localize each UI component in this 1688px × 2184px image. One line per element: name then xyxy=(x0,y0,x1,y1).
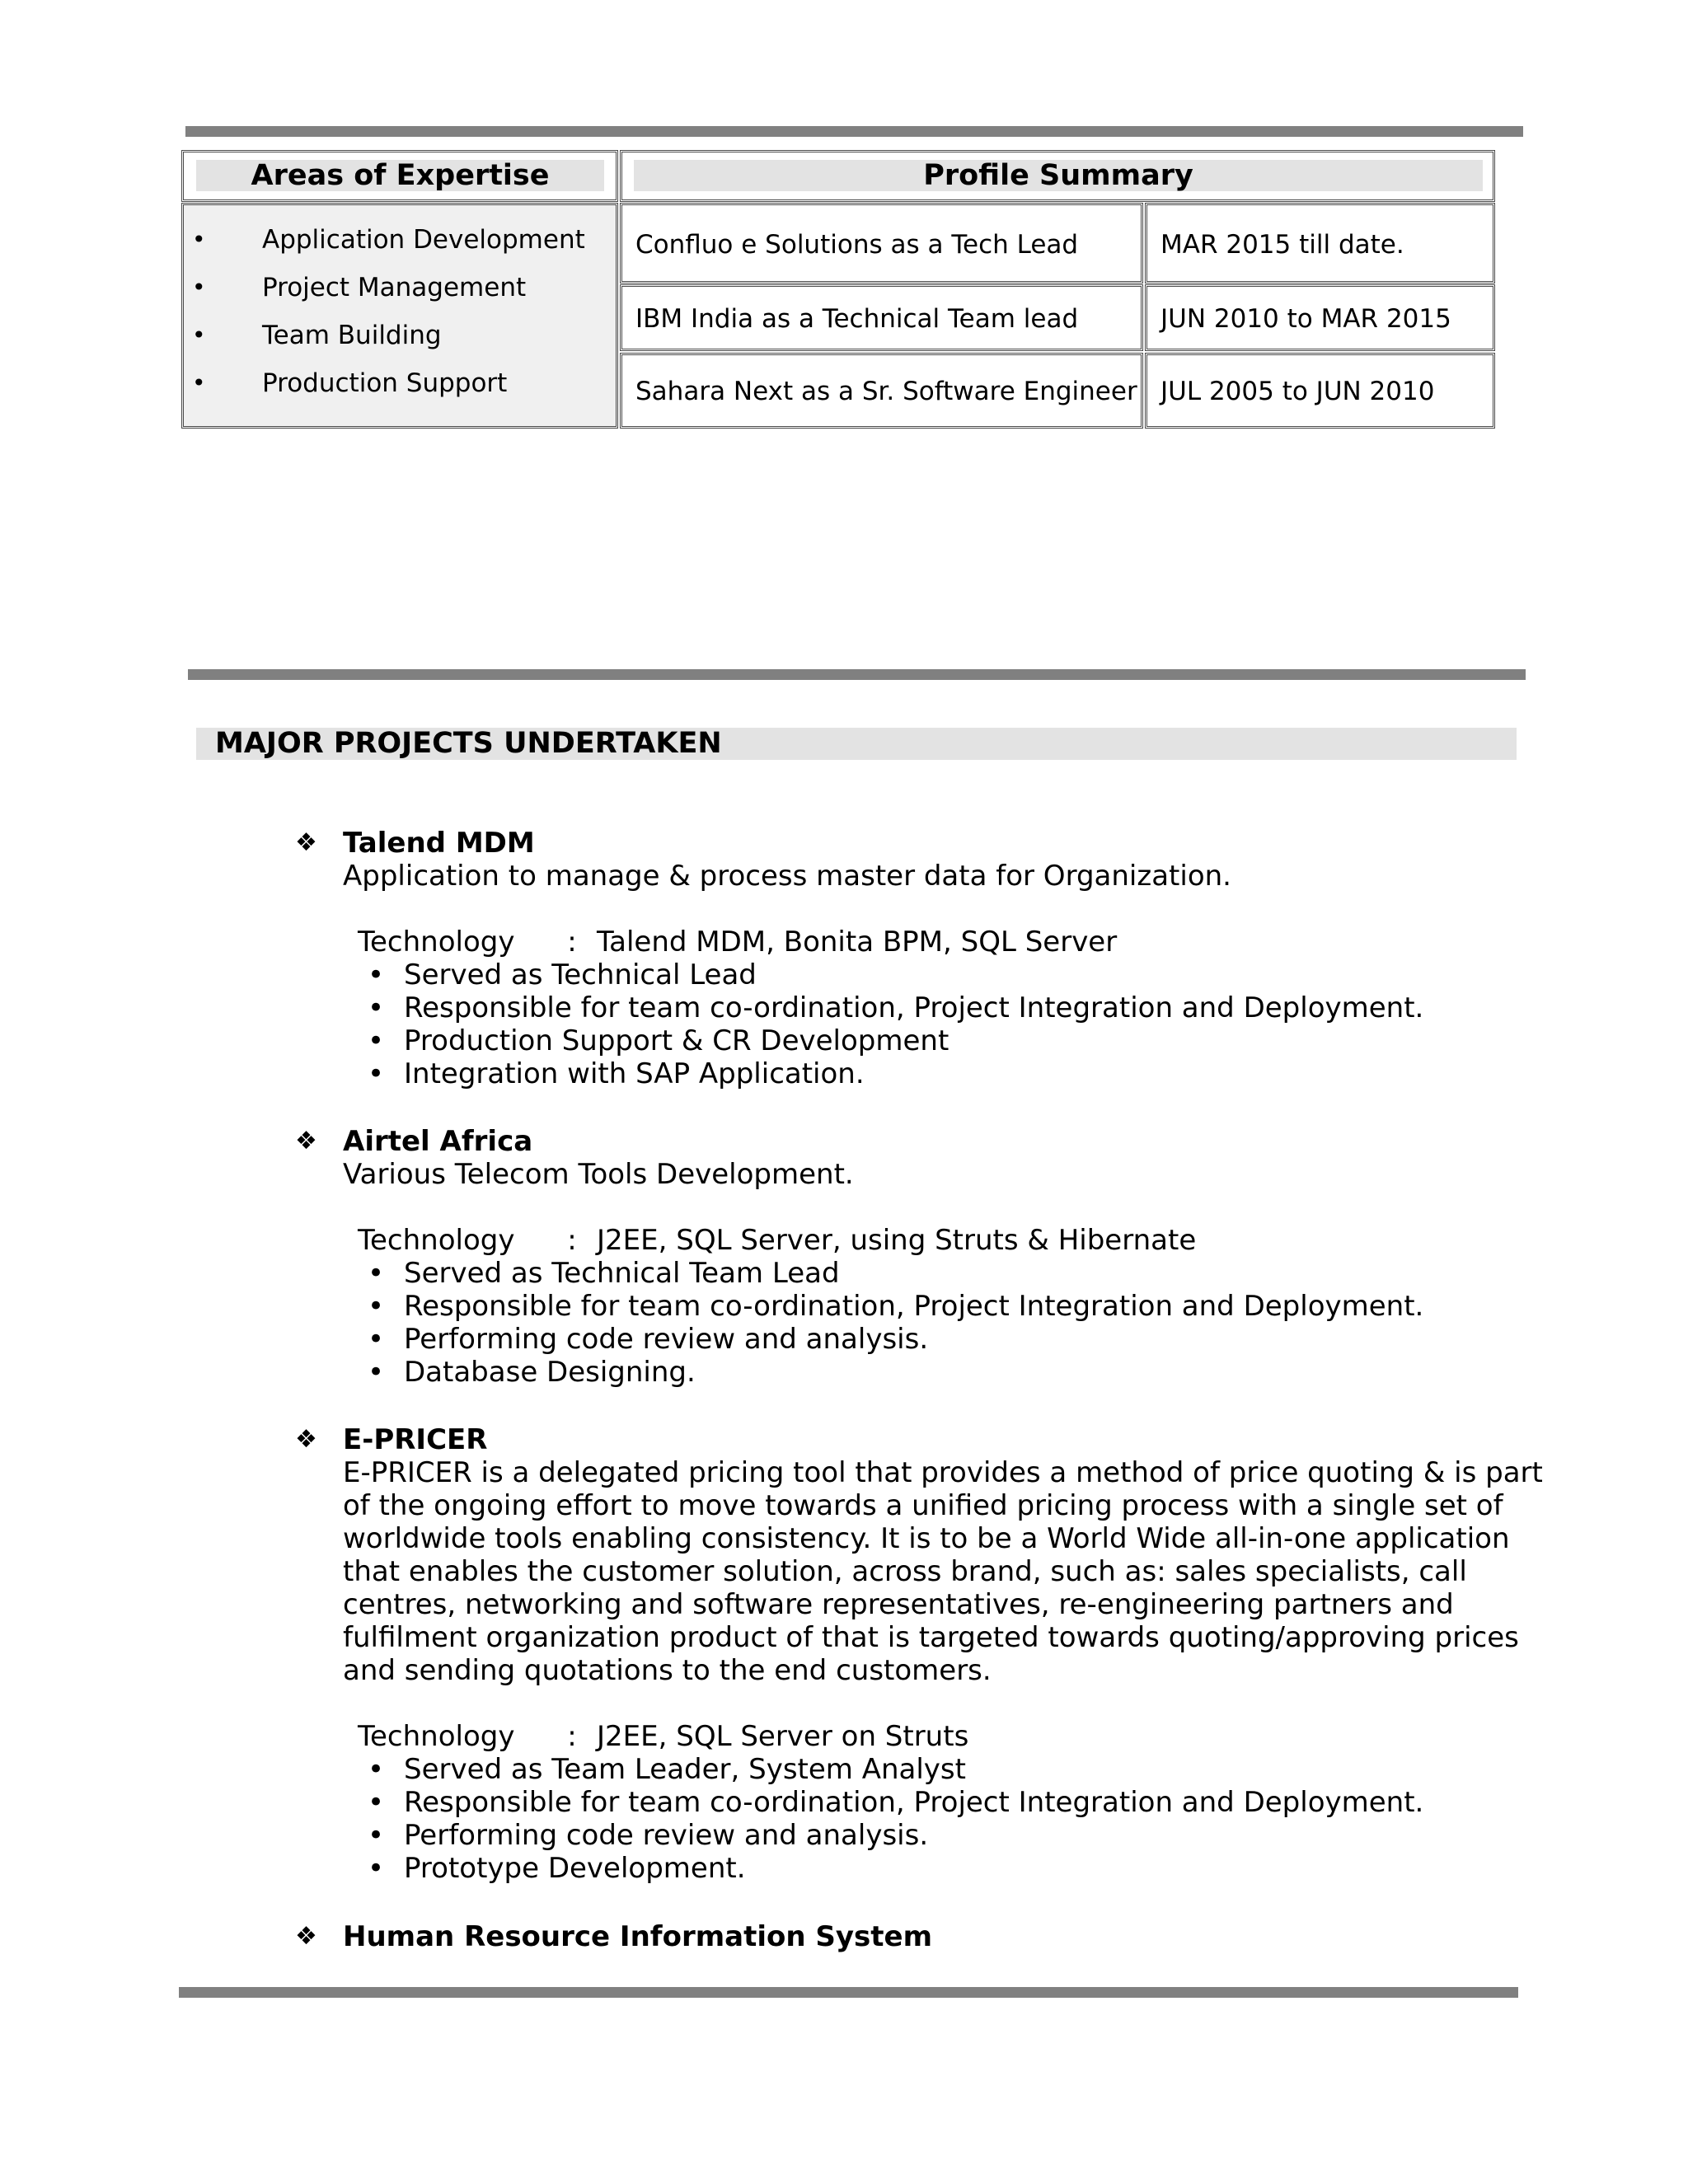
profile-role: Sahara Next as a Sr. Software Engineer xyxy=(635,377,1137,406)
responsibility-item: • Performing code review and analysis. xyxy=(295,1323,1523,1356)
expertise-item: • Production Support xyxy=(184,367,585,415)
profile-role-cell xyxy=(620,203,1143,284)
expertise-heading: Areas of Expertise xyxy=(196,160,604,191)
section-title: MAJOR PROJECTS UNDERTAKEN xyxy=(196,728,1517,760)
technology-line xyxy=(295,1224,1523,1257)
diamond-bullet-icon: ❖ xyxy=(295,828,317,857)
project-description xyxy=(295,860,1523,893)
responsibility-item: • Responsible for team co-ordination, Project Integration and Deployment. xyxy=(295,1290,1523,1323)
expertise-cell xyxy=(181,203,618,429)
diamond-bullet-icon: ❖ xyxy=(295,1425,317,1454)
responsibility-item: • Database Designing. xyxy=(295,1356,1523,1389)
profile-period: MAR 2015 till date. xyxy=(1160,230,1404,260)
responsibility-item: • Responsible for team co-ordination, Project Integration and Deployment. xyxy=(295,991,1523,1024)
description-line: that enables the customer solution, across brand, such as: sales specialists, call xyxy=(343,1555,1467,1588)
technology-separator: : xyxy=(567,926,577,958)
diamond-bullet-icon: ❖ xyxy=(295,1127,317,1155)
description-line: worldwide tools enabling consistency. It is to be a World Wide all-in-one application xyxy=(343,1522,1510,1555)
expertise-list xyxy=(184,223,585,415)
profile-role-cell xyxy=(620,284,1143,351)
responsibility-item: • Served as Technical Lead xyxy=(295,958,1523,991)
project-title-text: E-PRICER xyxy=(343,1423,488,1456)
top-divider-rule xyxy=(185,126,1523,137)
responsibility-item: • Served as Technical Team Lead xyxy=(295,1257,1523,1290)
description-line: Application to manage & process master data for Organization. xyxy=(343,860,1231,893)
project-airtel-africa xyxy=(295,1125,1523,1389)
project-title xyxy=(295,1423,1523,1456)
expertise-item: • Project Management xyxy=(184,271,585,319)
expertise-header-cell xyxy=(181,150,618,202)
expertise-item: • Team Building xyxy=(184,319,585,367)
project-talend-mdm xyxy=(295,827,1523,1090)
technology-line xyxy=(295,926,1523,958)
responsibility-item: • Served as Team Leader, System Analyst xyxy=(295,1753,1523,1786)
expertise-item: • Application Development xyxy=(184,223,585,271)
responsibility-list xyxy=(295,1257,1523,1389)
bottom-divider-rule xyxy=(179,1987,1518,1998)
middle-divider-rule xyxy=(188,669,1526,680)
responsibility-list xyxy=(295,958,1523,1090)
project-title-text: Talend MDM xyxy=(343,827,535,860)
description-line: fulfilment organization product of that is targeted towards quoting/approving prices xyxy=(343,1621,1519,1654)
responsibility-item: • Responsible for team co-ordination, Project Integration and Deployment. xyxy=(295,1786,1523,1819)
profile-period: JUN 2010 to MAR 2015 xyxy=(1160,304,1451,334)
project-title-text: Human Resource Information System xyxy=(343,1920,933,1953)
technology-value: J2EE, SQL Server on Struts xyxy=(597,1720,969,1753)
technology-separator: : xyxy=(567,1720,577,1753)
project-e-pricer xyxy=(295,1423,1543,1885)
profile-header-cell xyxy=(620,150,1495,202)
description-line: and sending quotations to the end customers. xyxy=(343,1654,992,1687)
diamond-bullet-icon: ❖ xyxy=(295,1922,317,1951)
description-line: Various Telecom Tools Development. xyxy=(343,1158,854,1191)
responsibility-list xyxy=(295,1753,1523,1885)
project-title xyxy=(295,1920,1523,1953)
technology-label: Technology xyxy=(358,1224,515,1257)
project-hris xyxy=(295,1920,1523,1953)
responsibility-item: • Production Support & CR Development xyxy=(295,1024,1523,1057)
profile-role: IBM India as a Technical Team lead xyxy=(635,304,1079,334)
profile-period-cell xyxy=(1145,203,1495,284)
project-description xyxy=(295,1158,1523,1191)
technology-value: J2EE, SQL Server, using Struts & Hibernate xyxy=(597,1224,1197,1257)
responsibility-item: • Performing code review and analysis. xyxy=(295,1819,1523,1852)
description-line: centres, networking and software representatives, re-engineering partners and xyxy=(343,1588,1454,1621)
project-title-text: Airtel Africa xyxy=(343,1125,533,1158)
profile-role-cell xyxy=(620,353,1143,429)
technology-label: Technology xyxy=(358,926,515,958)
technology-line xyxy=(295,1720,1523,1753)
technology-value: Talend MDM, Bonita BPM, SQL Server xyxy=(597,926,1118,958)
profile-period: JUL 2005 to JUN 2010 xyxy=(1160,377,1435,406)
project-title xyxy=(295,827,1523,860)
profile-period-cell xyxy=(1145,353,1495,429)
profile-role: Confluo e Solutions as a Tech Lead xyxy=(635,230,1079,260)
profile-period-cell xyxy=(1145,284,1495,351)
description-line: of the ongoing effort to move towards a unified pricing process with a single set of xyxy=(343,1489,1503,1522)
description-line: E-PRICER is a delegated pricing tool that provides a method of price quoting & is part xyxy=(343,1456,1543,1489)
technology-separator: : xyxy=(567,1224,577,1257)
profile-heading: Profile Summary xyxy=(634,160,1483,191)
technology-label: Technology xyxy=(358,1720,515,1753)
project-description xyxy=(295,1456,1543,1687)
project-title xyxy=(295,1125,1523,1158)
responsibility-item: • Integration with SAP Application. xyxy=(295,1057,1523,1090)
responsibility-item: • Prototype Development. xyxy=(295,1852,1523,1885)
